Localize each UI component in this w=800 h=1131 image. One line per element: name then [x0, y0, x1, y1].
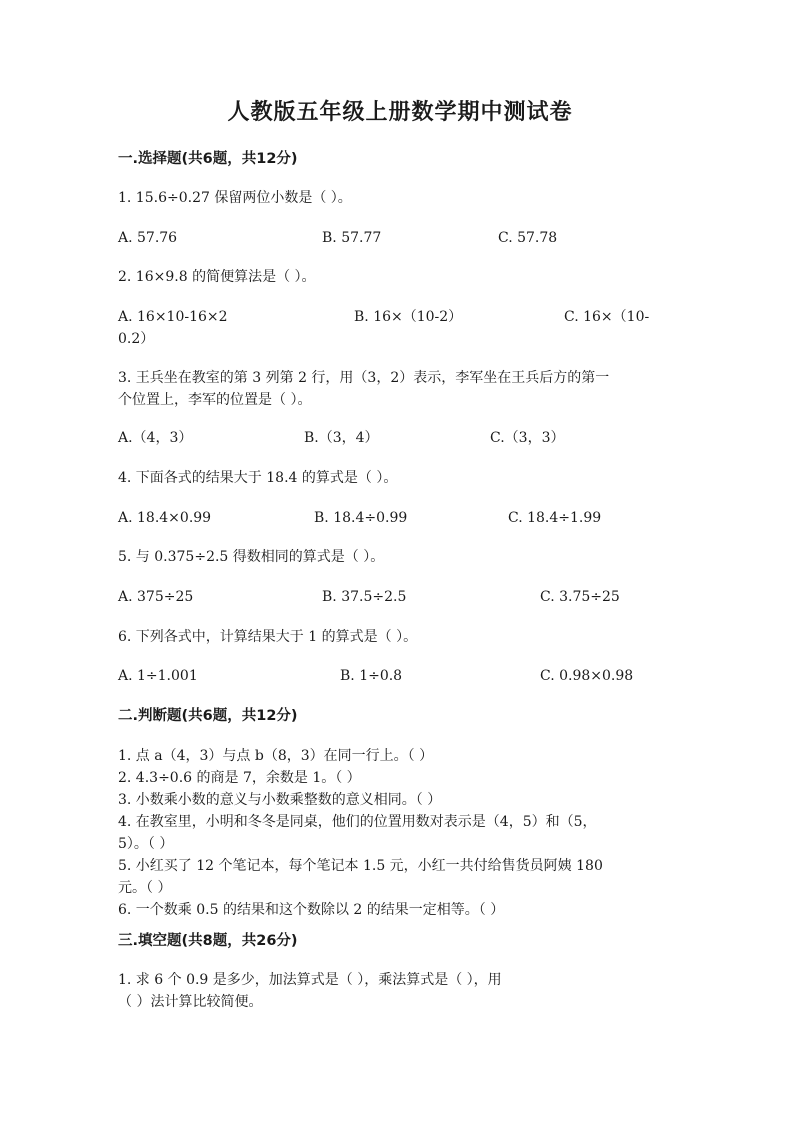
judgement-line: 5）。（ ） [118, 836, 174, 852]
question-line: 1. 求 6 个 0.9 是多少，加法算式是（ ），乘法算式是（ ），用 [118, 972, 502, 988]
option-b: B. 37.5÷2.5 [322, 589, 407, 605]
option-b: B. 18.4÷0.99 [314, 510, 408, 526]
judgement-list [118, 745, 678, 921]
question-line: 个位置上，李军的位置是（ ）。 [118, 392, 312, 408]
option-c: C. 16×（10- [564, 309, 650, 325]
question-text [118, 467, 678, 489]
question-line: 3. 王兵坐在教室的第 3 列第 2 行，用（3，2）表示，李军坐在王兵后方的第一 [118, 370, 610, 386]
option-row [118, 586, 678, 630]
judgement-line: 元。（ ） [118, 880, 172, 896]
question-line: 2. 16×9.8 的简便算法是（ ）。 [118, 269, 316, 285]
option-wrap-line: 0.2） [118, 331, 155, 347]
option-row [118, 665, 678, 709]
judgement-line: 5. 小红买了 12 个笔记本，每个笔记本 1.5 元，小红一共付给售货员阿姨 180 [118, 858, 603, 874]
option-a: A. 375÷25 [118, 589, 194, 605]
option-c: C. 57.78 [498, 230, 558, 246]
question-line: 4. 下面各式的结果大于 18.4 的算式是（ ）。 [118, 470, 398, 486]
option-b: B. 1÷0.8 [340, 668, 403, 684]
section-heading-fill-in: 三.填空题(共8题，共26分) [118, 933, 298, 949]
question-text [118, 626, 678, 648]
option-c: C. 3.75÷25 [540, 589, 620, 605]
option-b: B. 57.77 [322, 230, 382, 246]
option-row [118, 507, 678, 551]
judgement-line: 1. 点 a（4，3）与点 b（8，3）在同一行上。（ ） [118, 748, 434, 764]
section-heading-judgement: 二.判断题(共6题，共12分) [118, 708, 298, 724]
option-c: C.（3，3） [490, 430, 565, 446]
option-a: A. 18.4×0.99 [118, 510, 212, 526]
question-text [118, 187, 678, 209]
option-row [118, 306, 678, 350]
option-c: C. 18.4÷1.99 [508, 510, 602, 526]
option-row [118, 427, 678, 471]
option-a: A. 57.76 [118, 230, 178, 246]
option-b: B. 16×（10-2） [354, 309, 463, 325]
option-c: C. 0.98×0.98 [540, 668, 634, 684]
judgement-line: 3. 小数乘小数的意义与小数乘整数的意义相同。（ ） [118, 792, 442, 808]
option-b: B.（3，4） [304, 430, 379, 446]
exam-title: 人教版五年级上册数学期中测试卷 [227, 100, 573, 125]
judgement-line: 2. 4.3÷0.6 的商是 7，余数是 1。（ ） [118, 770, 361, 786]
question-text [118, 969, 678, 1013]
option-row [118, 227, 678, 271]
question-text [118, 266, 678, 288]
option-a: A. 16×10-16×2 [118, 309, 228, 325]
question-line: 5. 与 0.375÷2.5 得数相同的算式是（ ）。 [118, 549, 385, 565]
question-line: （ ）法计算比较简便。 [118, 994, 263, 1010]
section-heading-choice: 一.选择题(共6题，共12分) [118, 151, 298, 167]
question-line: 6. 下列各式中，计算结果大于 1 的算式是（ ）。 [118, 629, 418, 645]
question-line: 1. 15.6÷0.27 保留两位小数是（ ）。 [118, 190, 352, 206]
judgement-line: 4. 在教室里，小明和冬冬是同桌，他们的位置用数对表示是（4，5）和（5， [118, 814, 597, 830]
option-a: A.（4，3） [118, 430, 193, 446]
question-text [118, 367, 678, 411]
judgement-line: 6. 一个数乘 0.5 的结果和这个数除以 2 的结果一定相等。（ ） [118, 902, 505, 918]
question-text [118, 546, 678, 568]
option-a: A. 1÷1.001 [118, 668, 198, 684]
